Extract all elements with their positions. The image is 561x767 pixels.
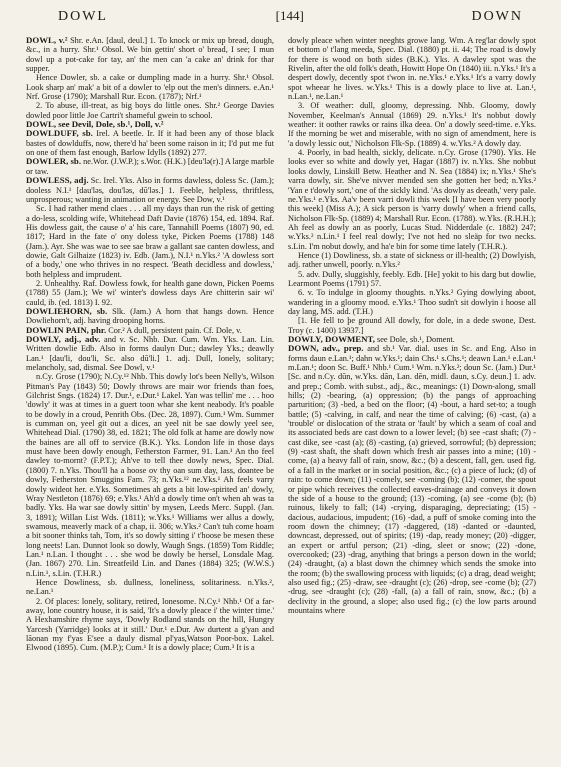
entry-text: and sb.¹ Var. dial. uses in Sc. and Eng. Also in forms daun e.Lan.¹; dahn w.Yks.¹; dain Chs.¹ s.Chs.¹; deawn Lan.¹ e.Lan.¹ m.Lan.¹; doon Sc. Buff.¹ Nhb.¹ Cum.¹ Wm. n.Yks.²; doun Sc. (Jam.) Dur.¹ [Sc. and n.Cy. dūn, w.Yks. dān, Lan. dēn, midl. daun, s.Cy. deun.] 1. adv. and prep.; Comb. with subst., adj., &c., meanings: (1) Down-along, small hills; (2) -bearing, (a) oppression; (b) the pangs of approaching parturition; (3) -bed, a bed on the floor; (4) -bout, a hard set-to; a tough battle; (5) -calving, in calf, and near the time of calving; (6) -cast, (a) a 'trouble' or dislocation of the strata or 'fault' by which a seam of coal and its associated beds are cast down to a lower level; (b) see -cast shaft; (7) -cast dike, see -cast (a); (8) -casting, (a) grieved, sorrowful; (b) depression; (9) -cast shaft, the shaft down which fresh air passes into a mine; (10) -come, (a) a heavy fall of rain, snow, &c.; (b) a descent, fall, gen. used fig. of a fall in the market or in social position, &c.; (c) a piece of luck; (d) of rain: to come down; (11) -comely, see -coming (b); (12) -comer, the spout or pipe which receives the collected eaves-drainage and conveys it down the side of a house to the ground; (13) -coming, (a) see -come (b); (b) ruinous, likely to fall; (14) -crying, disparaging, depreciating; (15) -dacious, audacious, impudent; (16) -dad, a puff of smoke coming into the room down the chimney; (17) -daggered, (18) -danted or -daunted, downcast, depressed, out of spirits; (19) -dap, ready money; (20) -digger, an expert or artful person; (21) -ding, sleet or snow; (22) -done, overcooked; (23) -drag, anything that brings a person down in the world; (24) -draught, (a) a blast down the chimney which sends the smoke into the room; (b) the swallowing process with liquids; (c) a drag, dead weight; also used fig.; (25) -draw, see -draught (c); (26) -drop, see -come (b); (27) -drug, see -draught (c); (28) -fall, (a) a fall of rain, snow, &c.; (b) a declivity in the ground, a slope; also used fig.; (c) the low parts around mountains where [288,344,536,615]
entry-headword: DOWLIN PAIN, phr. [26,324,107,335]
dictionary-entry [288,251,536,270]
dictionary-entry [288,288,536,316]
entry-text: 2. Unhealthy. Raf. Dowless fowk, for health gane down, Picken Poems (1788) 55 (Jam.); We wi' winter's dowless days Are chitterin sair wi' cauld, ib. (ed. 1813) I. 92. [26,278,274,307]
entry-text: Cor.² A dull, persistent pain. Cf. Dole, v. [108,325,242,335]
dictionary-entry [26,129,274,157]
entry-headword: DOWL, v.² [26,36,68,45]
entry-headword: DOWLER, sb. [26,156,82,167]
entry-headword: DOWLY, DOWMENT, [288,334,375,344]
entry-headword: DOWLY, adj., adv. [26,334,101,344]
entry-text: 2. Of places: lonely, solitary, retired, lonesome. N.Cy.¹ Nhb.¹ Of a far-away, lone country house, it is said, 'It's a dowly pleace i' the winter time.' A Hexhamshire rhyme says, 'Dowly Rodland stands on the hill, Hungry Yarcesh (Yarridge) looks at it still.' Dur.¹ e.Dur. Aw durtent a g'yan and lāonan my f'yas E'see a dauly dismal pl'yas,Watson Poor-box. Lakel. Elwood (1895). Cum. (M.P.); Cum.¹ It is a dowly place; Cum.³ It is a [26,596,274,653]
dictionary-entry [288,270,536,289]
running-head-left: DOWL [58,9,108,24]
dictionary-entry [26,204,274,279]
entry-headword: DOWLDUFF, sb. [26,128,93,139]
entry-text: Slk. (Jam.) A horn that hangs down. Hence Dowliehorn't, adj. having drooping horns. [26,306,274,326]
page-number: [144] [275,8,304,23]
dictionary-entry [26,157,274,176]
dictionary-entry [288,316,536,335]
entry-text: 5. adv. Dully, sluggishly, feebly. Edb. [He] yokit to his darg but dowlie, Learmont Poems (1791) 57. [288,269,536,288]
running-head-right: DOWN [471,9,523,24]
left-column [26,36,274,760]
entry-text: and v. Sc. Nhb. Dur. Cum. Wm. Yks. Lan. Lin. Written dowlie Edb. Also in forms daulyn Dur.; dawley Yks.; deawlly Lan.¹ [dau'li, dou'li, Sc. also dū'li.] 1. adj. Dull, lonely, solitary; melancholy, sad, dismal. See Dowl, v.¹ [26,335,274,373]
entry-headword: DOWLIEHORN, sb. [26,305,108,316]
dictionary-entry [288,101,536,148]
entry-headword: DOWN, adv., prep. [288,343,364,354]
dictionary-entry [26,578,274,597]
entry-headword: DOWL, see Devil, Dole, sb.¹, Doll, v.² [26,119,164,130]
dictionary-entry [26,279,274,307]
entry-text: Irel. A beetle. Ir. If it had been any of those black bastes of dowlduffs, now, there'd ha' been some raison in it; I'd put me fut on one of them fast enough, Barlow Idylls (1892) 277. [26,129,274,158]
entry-text: Hence Dowliness, sb. dullness, loneliness, solitariness. n.Yks.², ne.Lan.¹ [26,577,274,597]
entry-text: Sc. Irel. Yks. Also in forms dawless, doless Sc. (Jam.); dooless N.I.¹ [dau'ləs, dou'ləs, dū'ləs.] 1. Feeble, helpless, thriftless, unprosperous; wanting in animation or energy. See Dow, v.¹ [26,176,274,204]
entry-text: 2. To abuse, ill-treat, as big boys do little ones. Shr.² George Davies dowled poor little Joe Cartri't shameful gwein to school. [26,101,274,120]
dictionary-entry [288,344,536,615]
entry-text: 3. Of weather: dull, gloomy, depressing. Nhb. Gloomy, dowly November, Keelman's Annual (1869) 29. n.Yks.¹ It's nobbut dowly weather: it oother rawks or rains ilka deea. On' a dowly seed-time. e.Yks. If the morning be wet and miserable, with no sign of amendment, here is 'a dowly lessic out,' Nicholson Flk-Sp. (1889) 4. w.Yks.² A dowly day. [288,101,536,148]
entry-text: 6. v. To indulge in gloomy thoughts. n.Yks.² Gying dowlying aboot, wandering in a gloomy mood. e.Yks.¹ Thoo sudn't sit dowlyin i hoose all day lang, MS. add. (T.H.) [288,288,536,316]
entry-headword: DOWLESS, adj. [26,175,89,186]
entry-text: 4. Poorly, in bad health, sickly, delicate. n.Cy. Grose (1790). Yks. He looks ever so white and dowly yet, Hagar (1887) iv. n.Yks. She nobbut looks dowly, Linskill Betw. Heather and N. Sea (1884) ix; n.Yks.¹ She's varra dowly, sir. She've nivver mended sen she gotten her bed; n.Yks.² 'Yan e t'dowly sort,' one of the sickly kind. 'As dowly as deeath,' very pale. ne.Yks.¹ e.Yks. Aa'v been varri dowli this week [I have been very poorly this week] (Miss A.); A sick person is 'varry dowly' when a friend calls, Nicholson Flk-Sp. (1889) 4; Marshall Rur. Econ. (1788). w.Yks. (R.H.H.); Ah feel as dowly an as poorly, Lucas Stud. Nidderdale (c. 1882) 247; w.Yks.² n.Lin.¹ I feel real dowly; I've not hed no sleäp for two necks. s.Lin. I'm nobut dowly, and ha'e bin for some time lately (T.H.R.). [288,148,536,251]
text-columns [26,36,537,760]
entry-text: Shr. e.An. [daul, deul.] 1. To knock or mix up bread, dough, &c., in a hurry. Shr.¹ Obsol. We bin gettin' short o' bread, I see; I mun dowl up a pot-cake for tay, an' the men can 'a cake an' drink for thar supper. [26,36,274,74]
entry-text: Hence (1) Dowliness, sb. a state of sickness or ill-health; (2) Dowlyish, adj. rather unwell, poorly. n.Yks.² [288,250,536,270]
entry-text: [1. He fell to þe ground All dowly, for dole, in a dede swone, Dest. Troy (c. 1400) 13937.] [288,316,536,335]
running-head [26,8,537,36]
dictionary-entry [26,307,274,326]
entry-text: dowly pleace when winter neeghts growe lang. Wm. A reg'lar dowly spot et bottom o' t'lang meeda, Spec. Dial. (1880) pt. ii. 44; The road is dowly for there is wood on both sides (B.K.). Yks. A dawley spot was the Rivelin, after the old folk's death, Howitt Hope On (1840) iii. n.Yks.¹ It's a despert dowly, decently spot t'won in. ne.Yks.¹ e.Yks.¹ It's a varry dowly spot wheear he lives. w.Yks.¹ This is a dowly place to live at. Lan.¹, n.Lan.¹, ne.Lan.¹ [288,36,536,102]
dictionary-entry [26,73,274,101]
entry-text: see Dole, sb.¹, Doment. [377,335,455,344]
entry-text: ne.Wor. (J.W.P.); s.Wor. (H.K.) [deu'lə(r).] A large marble or taw. [26,157,274,176]
entry-text: n.Cy. Grose (1790); N.Cy.¹² Nhb. This dowly lot's been Nelly's, Wilson Pitman's Pay (1843) 50; Dowly throws are mair wor friends than foes, Gilchrist Sngs. (1824) 17. Dur.¹, e.Dur.¹ Lakel. Yan was tellin' me . . . hoo 'dowly' it was at times in a guert toon whar she kent neabody. It's poable to be dowly in a croud, Penrith Obs. (Dec. 28, 1897). Cum.¹ Wm. Summer is cumman on, yeel git out a dices, an yeel nit be sae dowly yeel see, Whitehead Dial. (1790) 38, ed. 1821; The old folk at hame are dowly now the baines are all off to service (B.K.). Yks. London life in those days must have been dowly enough, Fetherston Farmer, 91. Lan.¹ An tho feel dawley to-mornt? (F.P.T.); Ah've to tell thee dowly news, Spec. Dial. (1800) 7. n.Yks. Thou'll ha a hoose ov thy oan sum day, lass, doantee be dowly, Fetherston Smuggins Fam. 73; n.Yks.¹² ne.Yks.¹ Ah feels varry dowly wideot her. e.Yks. Sometimes ah gets a bit low-spirited an' dowly, Wray Nestleton (1876) 69; e.Yks.¹ Ah'd a dowly time on't when ah was ta badly. Yks. Ha war sae dowly sittin' by mysen, Leeds Merc. Suppl. (Jan. 3, 1891); Willan List Wds. (1811); w.Yks.¹ Williams wer allus a dowly, swamous, meaverly mack of a chap, ii. 306; w.Yks.² Can't tuh come hoam a bit sooner thinks tah, Tom, it's so dowly sitting i' t'hoose be mesen these long neets! Lan. Dunnot look so dowly, Waugh Sngs. (1859) Tom Riddle; Lan.¹ n.Lan. I thought . . . she wod be dowly be hersel, Lonsdale Mag. (Jan. 1867) 270. Lin. Streatfeild Lin. and Danes (1884) 325; (W.W.S.) n.Lin.¹, s.Lin. (T.H.R.) [26,372,274,578]
dictionary-entry [26,335,274,372]
right-column [288,36,536,760]
dictionary-entry [26,36,274,73]
dictionary-entry [26,372,274,578]
dictionary-entry [288,36,536,101]
dictionary-entry [288,148,536,251]
dictionary-entry [26,597,274,653]
dictionary-entry [26,176,274,204]
dictionary-entry [26,101,274,120]
entry-text: Hence Dowler, sb. a cake or dumpling made in a hurry. Shr.¹ Obsol. Look sharp an' mak' a bit of a dowler to 'elp out the men's dinners. e.An.¹ Nrf. Grose (1790); Marshall Rur. Econ. (1787); Nrf.¹ [26,73,274,102]
entry-text: Sc. I had rather mend claes . . . all my days than run the risk of getting a do-less, scolding wife, Whitehead Daft Davie (1876) 154, ed. 1894. Raf. His dowless gait, the cause o' a' his care, Tannahill Poems (1807) 90, ed. 1817; Hard in the fate o' ony doless tyke, Picken Poems (1788) 148 (Jam.). Ayr. She was wae to see sae braw a gallant sae canten dowless, and dowie, Galt Gilhaize (1823) iv. Edb. (Jam.), N.I.¹ n.Yks.² 'A dowless sort of a body,' one who thrives in no respect. 'Beath decidless and dowless,' both helpless and imprudent. [26,204,274,279]
